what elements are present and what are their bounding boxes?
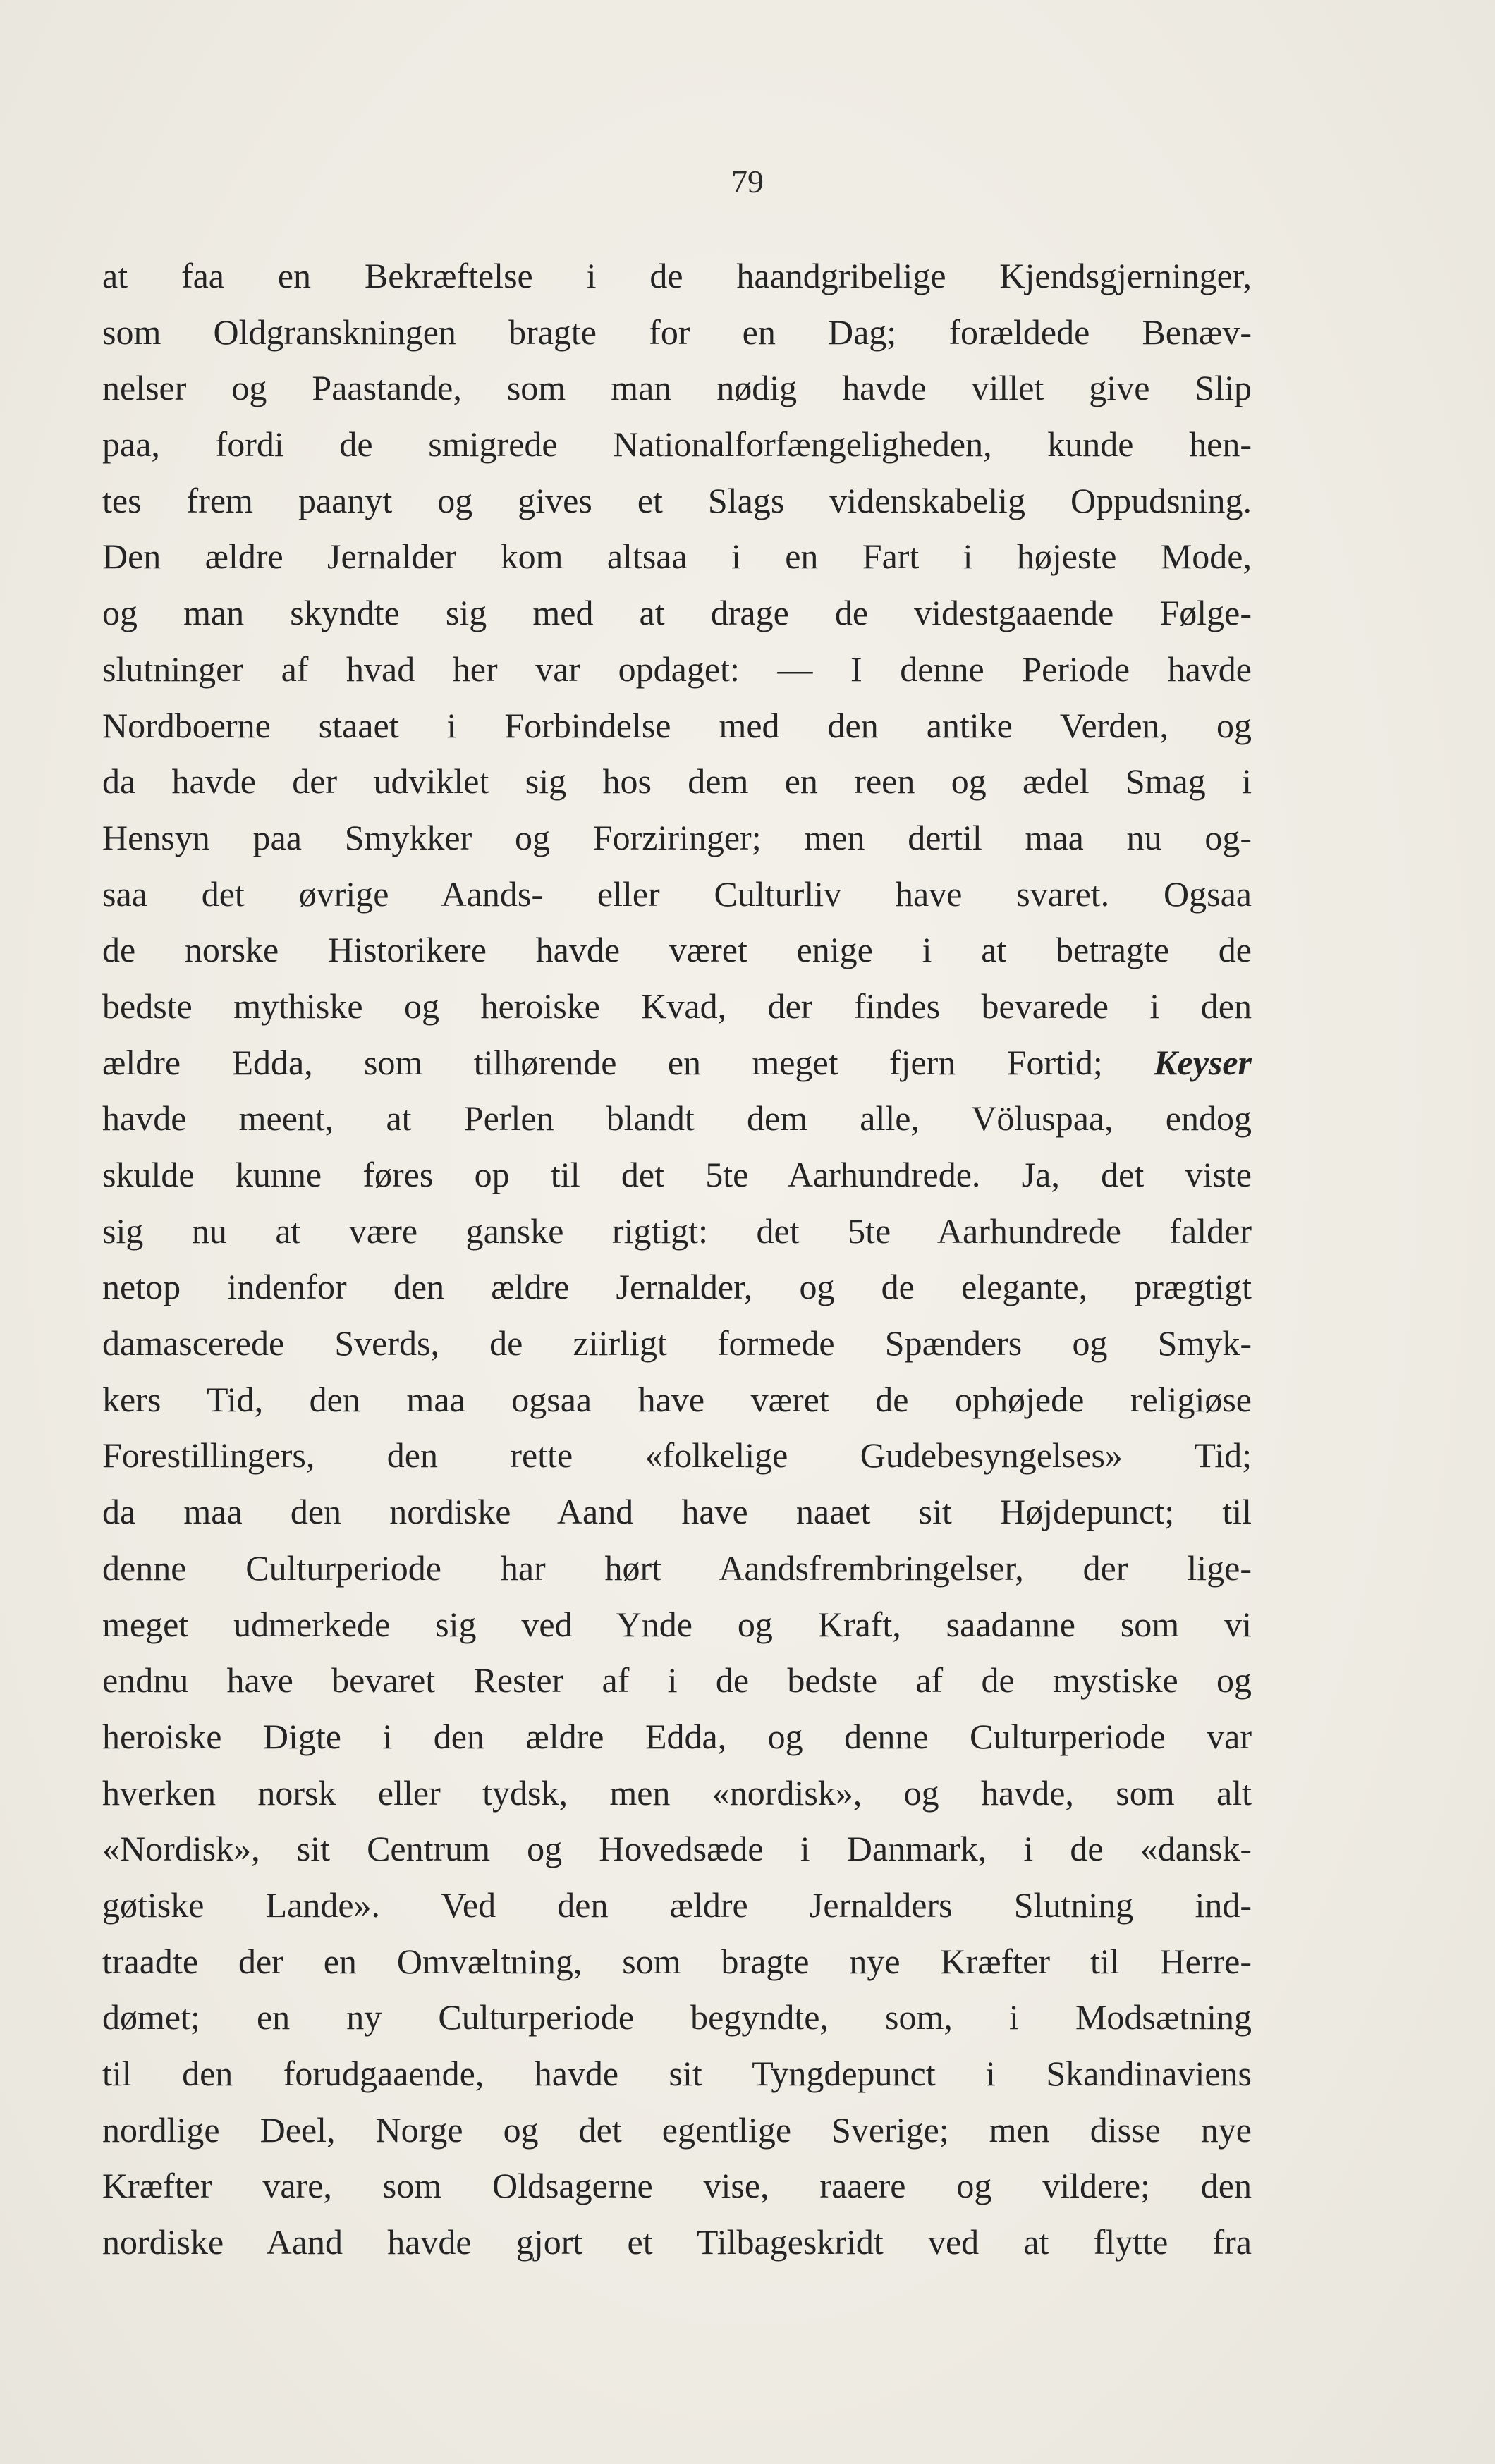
text-line: paa, fordi de smigrede Nationalforfængeligheden, kunde hen- [102,424,1252,465]
text-line: sig nu at være ganske rigtigt: det 5te Aarhundrede falder [102,1210,1252,1251]
text-line: nordiske Aand havde gjort et Tilbageskridt ved at flytte fra [102,2222,1252,2262]
text-line: «Nordisk», sit Centrum og Hovedsæde i Danmark, i de «dansk- [102,1829,1252,1869]
text-line: Forestillingers, den rette «folkelige Gudebesyngelses» Tid; [102,1435,1252,1476]
text-line: Nordboerne staaet i Forbindelse med den antike Verden, og [102,705,1252,745]
text-line: traadte der en Omvæltning, som bragte nye Kræfter til Herre- [102,1941,1252,1981]
text-line: hverken norsk eller tydsk, men «nordisk», og havde, som alt [102,1772,1252,1813]
text-line-part: ældre Edda, som tilhørende en meget fjern Fortid; [102,1042,1103,1082]
text-line: da maa den nordiske Aand have naaet sit Højdepunct; til [102,1492,1252,1532]
text-line: tes frem paanyt og gives et Slags videnskabelig Oppudsning. [102,480,1252,520]
text-line: de norske Historikere havde været enige i at betragte de [102,930,1252,970]
text-line: da havde der udviklet sig hos dem en reen og ædel Smag i [102,761,1252,802]
text-line: kers Tid, den maa ogsaa have været de ophøjede religiøse [102,1379,1252,1419]
text-line: netop indenfor den ældre Jernalder, og de elegante, prægtigt [102,1267,1252,1307]
text-line-with-emphasis [102,1035,1252,1091]
text-line: og man skyndte sig med at drage de videstgaaende Følge- [102,593,1252,633]
text-line: skulde kunne føres op til det 5te Aarhundrede. Ja, det viste [102,1155,1252,1194]
text-line: slutninger af hvad her var opdaget: — I denne Periode havde [102,649,1252,689]
text-line: havde meent, at Perlen blandt dem alle, Völuspaa, endog [102,1098,1252,1139]
text-line: gøtiske Lande». Ved den ældre Jernalders Slutning ind- [102,1884,1252,1925]
body-text [102,248,1252,2271]
text-line: nelser og Paastande, som man nødig havde villet give Slip [102,368,1252,408]
text-line: som Oldgranskningen bragte for en Dag; forældede Benæv- [102,312,1252,352]
text-line: dømet; en ny Culturperiode begyndte, som, i Modsætning [102,1997,1252,2037]
emphasized-name: Keyser [1154,1042,1252,1082]
text-line: meget udmerkede sig ved Ynde og Kraft, saadanne som vi [102,1604,1252,1644]
text-line: nordlige Deel, Norge og det egentlige Sverige; men disse nye [102,2109,1252,2150]
text-line: til den forudgaaende, havde sit Tyngdepunct i Skandinaviens [102,2054,1252,2093]
text-line: at faa en Bekræftelse i de haandgribelige Kjendsgjerninger, [102,256,1252,295]
text-line: bedste mythiske og heroiske Kvad, der findes bevarede i den [102,986,1252,1026]
text-line: endnu have bevaret Rester af i de bedste af de mystiske og [102,1660,1252,1700]
text-line: saa det øvrige Aands- eller Culturliv have svaret. Ogsaa [102,874,1252,914]
text-line: Den ældre Jernalder kom altsaa i en Fart i højeste Mode, [102,537,1252,577]
text-line: denne Culturperiode har hørt Aandsfrembringelser, der lige- [102,1547,1252,1588]
text-line: heroiske Digte i den ældre Edda, og denne Culturperiode var [102,1716,1252,1756]
page-number: 79 [731,164,764,200]
text-line: Kræfter vare, som Oldsagerne vise, raaere og vildere; den [102,2166,1252,2206]
text-line: Hensyn paa Smykker og Forziringer; men dertil maa nu og- [102,817,1252,857]
text-line: damascerede Sverds, de ziirligt formede Spænders og Smyk- [102,1323,1252,1363]
